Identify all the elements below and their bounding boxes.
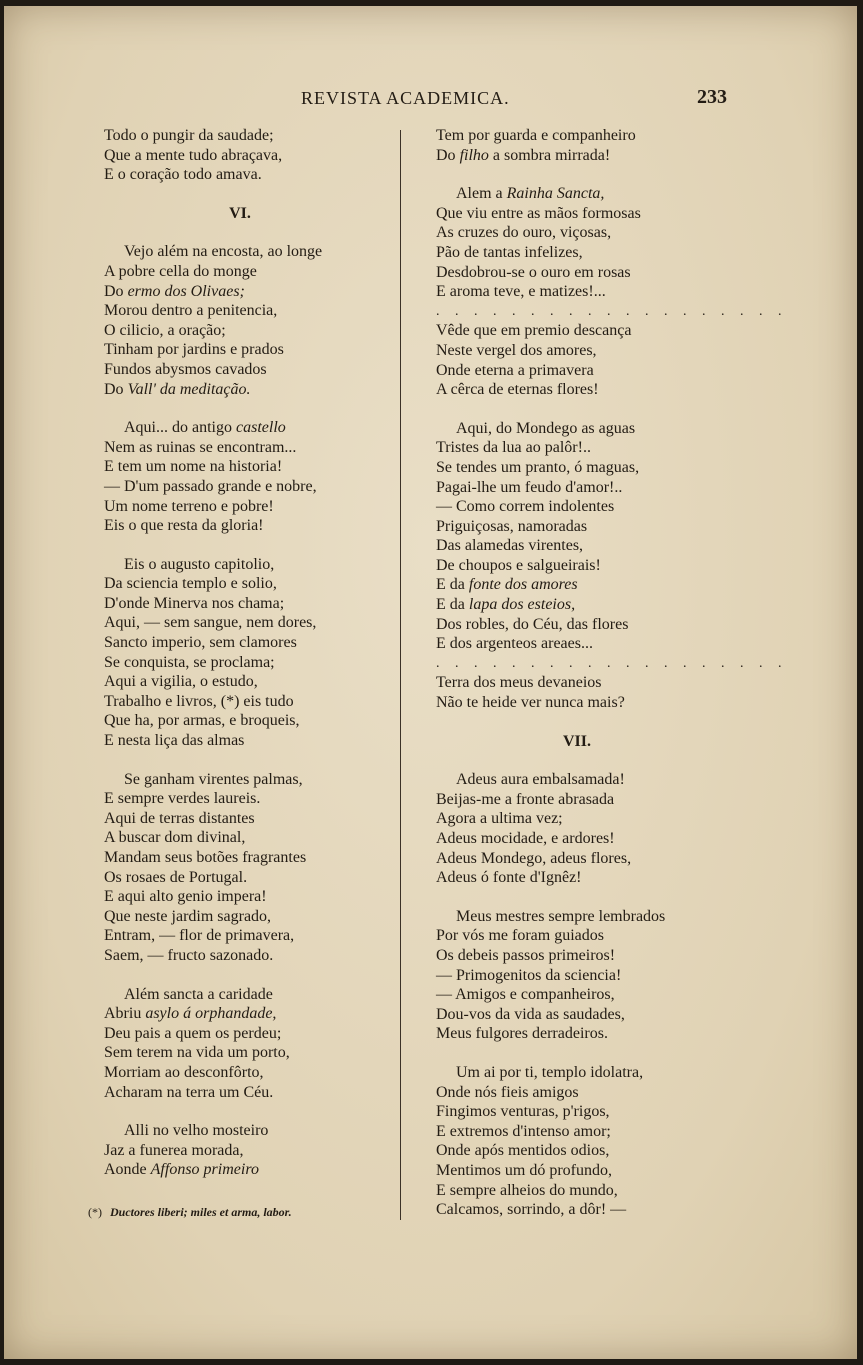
verse-line: Neste vergel dos amores, — [436, 341, 597, 359]
verse-line: Tem por guarda e companheiro — [436, 127, 636, 144]
verse-line: Onde nós fieis amigos — [436, 1083, 579, 1101]
verse-line: E aroma teve, e matizes!... — [436, 283, 606, 301]
stanza — [104, 126, 376, 185]
verse-line: As cruzes do ouro, viçosas, — [436, 224, 612, 242]
stanza — [104, 985, 376, 1103]
verse-line: Adeus aura embalsamada! — [456, 771, 625, 789]
page-number: 233 — [697, 86, 727, 108]
verse-line: Onde após mentidos odios, — [436, 1142, 610, 1160]
verse-line: Se conquista, se proclama; — [104, 653, 275, 671]
stanza — [436, 321, 718, 399]
verse-line: Terra dos meus devaneios — [436, 674, 602, 692]
verse-line: Que viu entre as mãos formosas — [436, 204, 641, 222]
section-heading-vi: VI. — [229, 204, 251, 222]
verse-line: Jaz a funerea morada, — [104, 1141, 244, 1159]
stanza — [436, 126, 718, 165]
footnote — [88, 1205, 388, 1220]
verse-line: E aqui alto genio impera! — [104, 888, 267, 906]
verse-line: Se ganham virentes palmas, — [124, 770, 303, 788]
column-divider — [400, 130, 401, 1220]
ellipsis-divider: . . . . . . . . . . . . . . . . . . . — [436, 303, 788, 319]
verse-line: Entram, — flor de primavera, — [104, 927, 295, 945]
verse-line: Eis o augusto capitolio, — [124, 555, 275, 573]
verse-line: Nem as ruinas se encontram... — [104, 438, 297, 456]
verse-line: E da fonte dos amores — [436, 576, 578, 594]
verse-line: Sem terem na vida um porto, — [104, 1044, 290, 1062]
verse-line: Um ai por ti, templo idolatra, — [456, 1063, 644, 1081]
verse-line: E extremos d'intenso amor; — [436, 1122, 611, 1140]
stanza — [104, 770, 376, 966]
verse-line: Adeus Mondego, adeus flores, — [436, 849, 632, 867]
verse-line: Um nome terreno e pobre! — [104, 497, 274, 515]
running-head — [4, 86, 857, 114]
stanza — [436, 419, 718, 654]
verse-line: Aqui a vigilia, o estudo, — [104, 673, 258, 691]
verse-line: Adeus mocidade, e ardores! — [436, 830, 615, 847]
verse-line: A cêrca de eternas flores! — [436, 381, 599, 399]
verse-line: Calcamos, sorrindo, a dôr! — — [436, 1201, 627, 1219]
verse-line: Onde eterna a primavera — [436, 361, 594, 379]
verse-line: Por vós me foram guiados — [436, 927, 604, 945]
verse-line: Mandam seus botões fragrantes — [104, 849, 307, 866]
right-column — [436, 126, 788, 1220]
verse-line: E dos argenteos areaes... — [436, 635, 593, 653]
footnote-text: Ductores liberi; miles et arma, labor. — [110, 1205, 292, 1219]
verse-line: Agora a ultima vez; — [436, 810, 563, 828]
verse-line: Que a mente tudo abraçava, — [104, 146, 283, 164]
verse-line: Aqui de terras distantes — [104, 809, 255, 827]
verse-line: Além sancta a caridade — [124, 985, 273, 1003]
verse-line: E tem um nome na historia! — [104, 458, 283, 476]
verse-line: — Amigos e companheiros, — [436, 986, 615, 1004]
verse-line: O cilicio, a oração; — [104, 321, 226, 339]
verse-line: Que neste jardim sagrado, — [104, 907, 272, 925]
verse-line: E sempre alheios do mundo, — [436, 1181, 618, 1199]
stanza — [104, 555, 376, 751]
verse-line: E da lapa dos esteios, — [436, 596, 576, 614]
verse-line: Não te heide ver nunca mais? — [436, 694, 625, 712]
verse-line: Todo o pungir da saudade; — [104, 127, 274, 144]
stanza — [104, 418, 376, 536]
verse-line: Desdobrou-se o ouro em rosas — [436, 263, 631, 281]
verse-line: Eis o que resta da gloria! — [104, 517, 264, 535]
verse-line: — Como correm indolentes — [436, 498, 615, 516]
verse-line: D'onde Minerva nos chama; — [104, 594, 285, 612]
verse-line: Aqui, — sem sangue, nem dores, — [104, 614, 317, 632]
verse-line: Tristes da lua ao palôr!.. — [436, 439, 591, 457]
verse-line: Meus fulgores derradeiros. — [436, 1025, 608, 1043]
verse-line: Meus mestres sempre lembrados — [456, 907, 666, 925]
verse-line: A pobre cella do monge — [104, 262, 257, 280]
verse-line: Tinham por jardins e prados — [104, 341, 284, 359]
verse-line: Morriam ao desconfôrto, — [104, 1063, 264, 1081]
verse-line: — D'um passado grande e nobre, — [104, 477, 317, 495]
verse-line: Beijas-me a fronte abrasada — [436, 790, 615, 808]
verse-line: Das alamedas virentes, — [436, 537, 584, 555]
book-page — [4, 6, 857, 1359]
verse-line: Aonde Affonso primeiro — [104, 1161, 259, 1179]
verse-line: Abriu asylo á orphandade, — [104, 1005, 277, 1023]
verse-line: De choupos e salgueirais! — [436, 556, 601, 574]
verse-line: Acharam na terra um Céu. — [104, 1083, 274, 1101]
stanza — [104, 242, 376, 399]
verse-line: A buscar dom divinal, — [104, 829, 246, 847]
left-column — [104, 126, 376, 1180]
verse-line: Aqui, do Mondego as aguas — [456, 419, 636, 437]
verse-line: Fingimos venturas, p'rigos, — [436, 1103, 610, 1121]
stanza — [436, 907, 718, 1044]
verse-line: Alem a Rainha Sancta, — [456, 185, 605, 203]
footnote-mark: (*) — [88, 1205, 102, 1219]
verse-line: Deu pais a quem os perdeu; — [104, 1024, 282, 1042]
verse-line: Vêde que em premio descança — [436, 322, 632, 340]
verse-line: Os debeis passos primeiros! — [436, 946, 616, 964]
verse-line: Do Vall' da meditação. — [104, 380, 251, 398]
verse-line: Os rosaes de Portugal. — [104, 868, 248, 886]
section-heading-vii: VII. — [562, 732, 591, 750]
verse-line: Mentimos um dó profundo, — [436, 1161, 612, 1179]
verse-line: Morou dentro a penitencia, — [104, 302, 278, 320]
stanza — [436, 1063, 718, 1220]
verse-line: Do filho a sombra mirrada! — [436, 146, 611, 164]
verse-line: E nesta liça das almas — [104, 732, 245, 750]
verse-line: Saem, — fructo sazonado. — [104, 946, 274, 964]
verse-line: Vejo além na encosta, ao longe — [124, 243, 323, 261]
verse-line: Pão de tantas infelizes, — [436, 243, 583, 261]
verse-line: Fundos abysmos cavados — [104, 360, 267, 378]
verse-line: Dos robles, do Céu, das flores — [436, 615, 629, 633]
verse-line: Aqui... do antigo castello — [124, 419, 286, 437]
verse-line: Que ha, por armas, e broqueis, — [104, 712, 300, 730]
verse-line: E sempre verdes laureis. — [104, 790, 261, 808]
stanza — [436, 184, 718, 302]
stanza — [104, 1121, 376, 1180]
verse-line: Alli no velho mosteiro — [124, 1122, 269, 1140]
verse-line: Do ermo dos Olivaes; — [104, 282, 245, 300]
verse-line: E o coração todo amava. — [104, 166, 262, 184]
verse-line: Da sciencia templo e solio, — [104, 575, 277, 593]
ellipsis-divider: . . . . . . . . . . . . . . . . . . . — [436, 655, 788, 671]
verse-line: Dou-vos da vida as saudades, — [436, 1005, 625, 1023]
stanza — [436, 673, 718, 712]
verse-line: Priguiçosas, namoradas — [436, 517, 588, 535]
verse-line: Se tendes um pranto, ó maguas, — [436, 458, 640, 476]
verse-line: Sancto imperio, sem clamores — [104, 634, 297, 652]
verse-line: Adeus ó fonte d'Ignêz! — [436, 869, 582, 887]
stanza — [436, 770, 718, 888]
journal-title: REVISTA ACADEMICA. — [301, 88, 510, 108]
verse-line: Trabalho e livros, (*) eis tudo — [104, 692, 294, 710]
verse-line: — Primogenitos da sciencia! — [436, 966, 622, 984]
verse-line: Pagai-lhe um feudo d'amor!.. — [436, 478, 623, 496]
